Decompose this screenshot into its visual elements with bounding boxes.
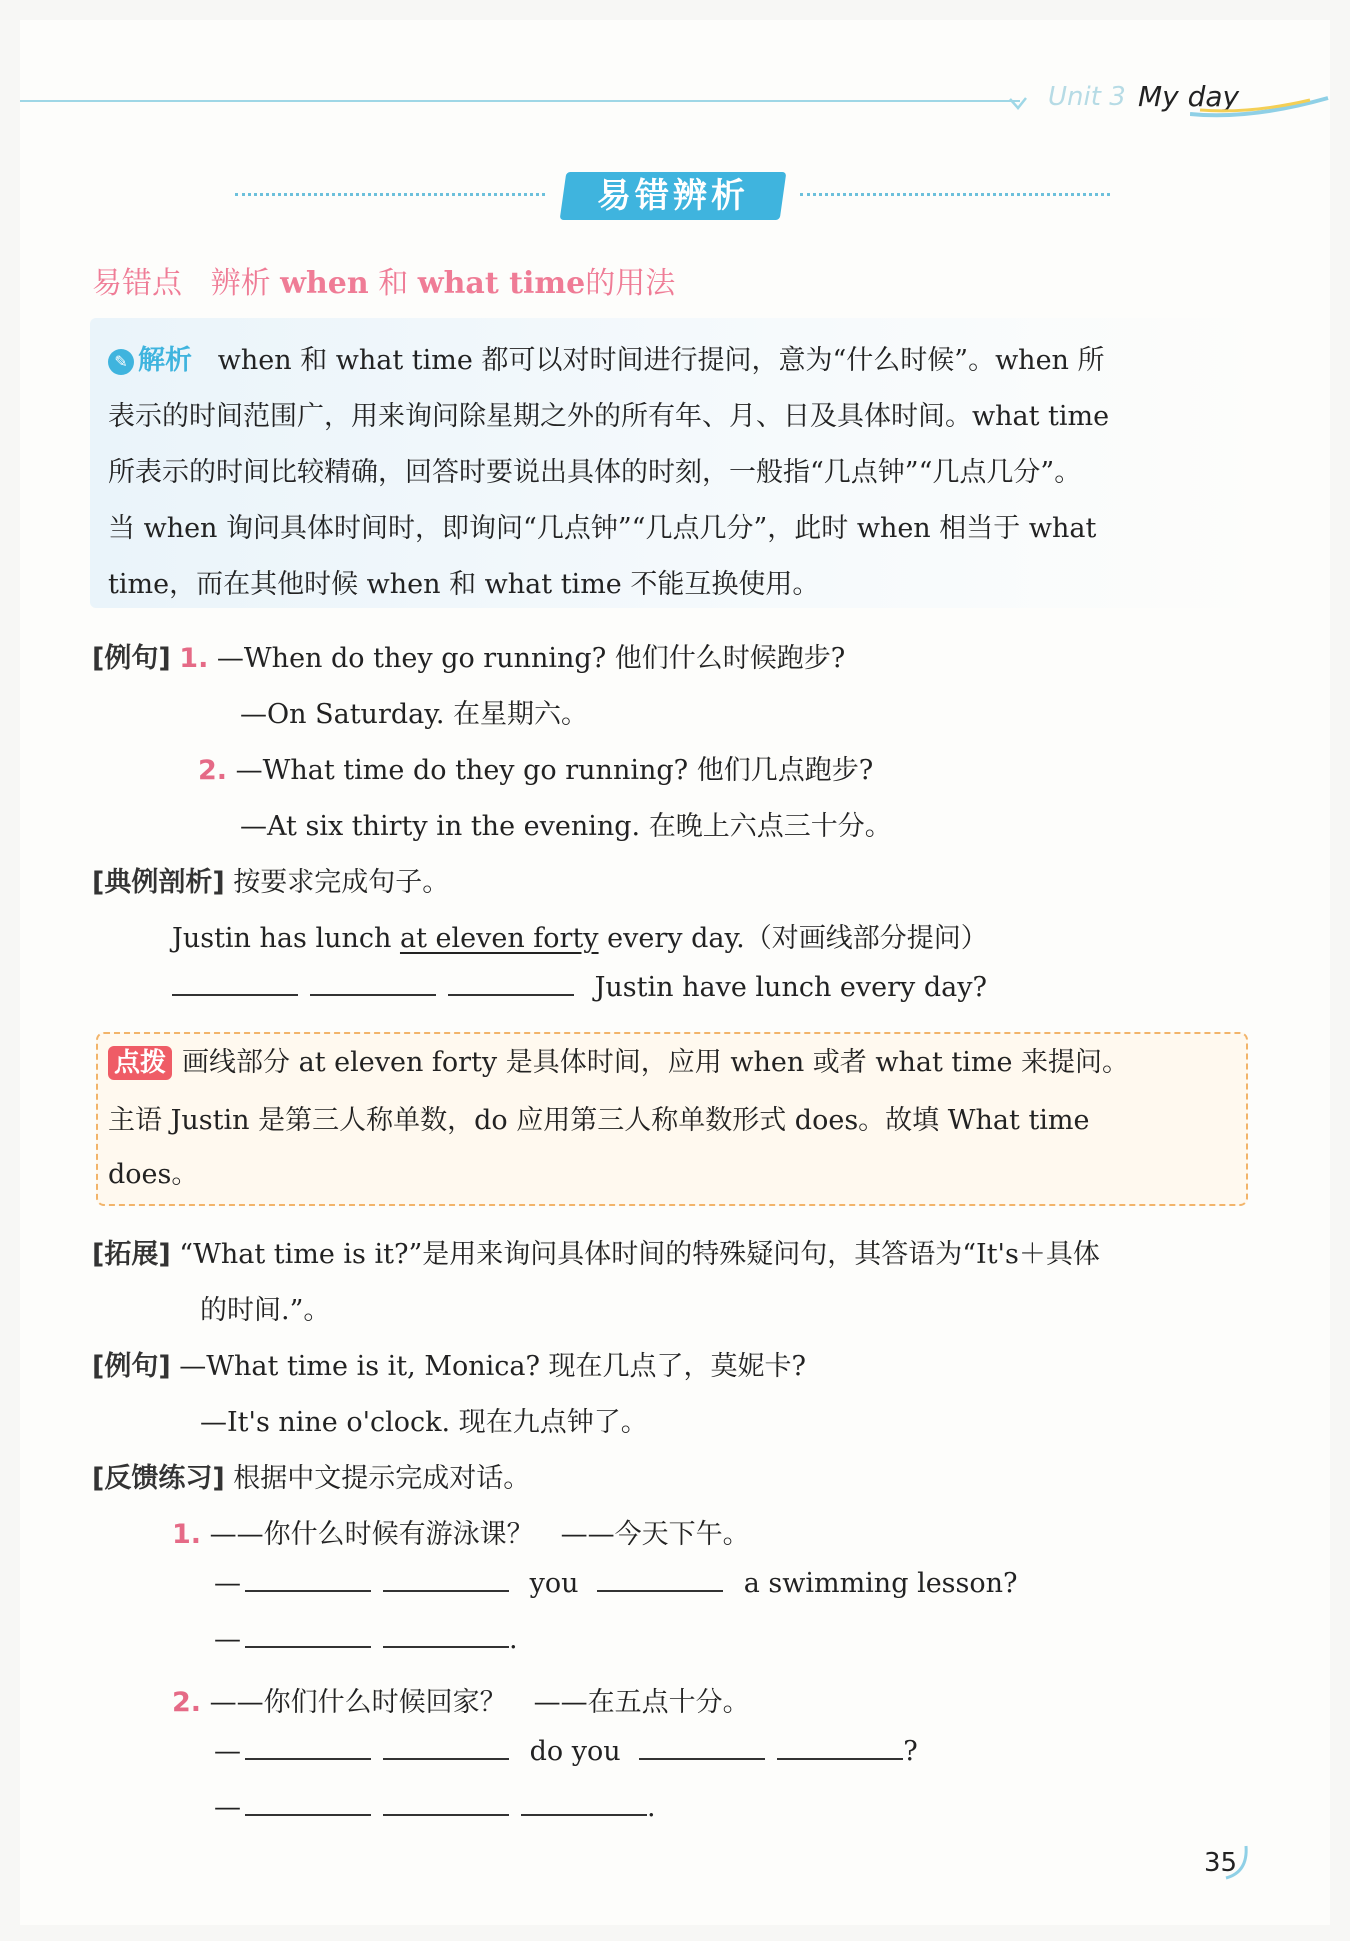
answer-blank[interactable] <box>639 1754 765 1760</box>
answer-blank[interactable] <box>448 990 574 996</box>
tip-badge: 点拨 <box>108 1046 172 1080</box>
feedback-1-prompt-text: ——你什么时候有游泳课？ ——今天下午。 <box>209 1519 750 1550</box>
unit-title: My day <box>1138 80 1240 113</box>
tip-line-3: does。 <box>108 1159 199 1190</box>
feedback-2-end: . <box>647 1792 656 1823</box>
example-2-answer: —At six thirty in the evening. 在晚上六点三十分。 <box>240 811 892 842</box>
feedback-tag: [反馈练习] <box>92 1463 225 1494</box>
example-2-q-text: —What time do they go running? 他们几点跑步? <box>235 755 874 786</box>
example-3-question <box>92 1344 806 1383</box>
answer-blank[interactable] <box>310 990 436 996</box>
answer-blank[interactable] <box>245 1810 371 1816</box>
example-2-question <box>198 748 873 787</box>
answer-blank[interactable] <box>383 1754 509 1760</box>
typical-heading <box>92 860 449 899</box>
analysis-text: when 和 what time 都可以对时间进行提问，意为“什么时候”。when 所 <box>217 345 1105 376</box>
error-point-text-2: 和 <box>378 266 409 301</box>
header-check-icon <box>1008 96 1028 110</box>
tip-line-1 <box>108 1040 1129 1080</box>
typical-sentence-post: every day.（对画线部分提问） <box>598 923 988 954</box>
example-2-number: 2. <box>198 755 228 786</box>
error-point-text-3: 的用法 <box>585 266 676 301</box>
typical-sentence <box>172 916 988 955</box>
answer-blank[interactable] <box>245 1642 371 1648</box>
feedback-1-tail: a swimming lesson? <box>743 1568 1018 1599</box>
page-number-arc-icon <box>1222 1842 1252 1882</box>
feedback-2-line-2: — . <box>214 1792 656 1823</box>
page-number: 35 <box>1204 1848 1238 1878</box>
error-point-label: 易错点 <box>92 266 182 301</box>
answer-blank[interactable] <box>383 1586 509 1592</box>
section-banner: 易错辨析 <box>597 176 749 216</box>
extension-line-1 <box>92 1232 1100 1271</box>
extension-tag: [拓展] <box>92 1239 171 1270</box>
feedback-heading <box>92 1456 530 1495</box>
error-point-when: when <box>280 266 369 301</box>
header-rule <box>20 100 1020 102</box>
example2-tag: [例句] <box>92 1351 171 1382</box>
feedback-2-tail: ? <box>903 1736 918 1767</box>
answer-blank[interactable] <box>383 1642 509 1648</box>
feedback-2-number: 2. <box>172 1687 202 1718</box>
typical-answer-tail: Justin have lunch every day? <box>594 972 987 1003</box>
answer-blank[interactable] <box>777 1754 903 1760</box>
example-3-answer: —It's nine o'clock. 现在九点钟了。 <box>200 1407 648 1438</box>
typical-answer-line <box>172 972 987 1003</box>
banner-dots-left <box>235 193 545 196</box>
analysis-line-2: 表示的时间范围广，用来询问除星期之外的所有年、月、日及具体时间。what time <box>108 401 1110 432</box>
analysis-label: 解析 <box>138 345 192 376</box>
feedback-2-prompt <box>172 1680 750 1719</box>
answer-blank[interactable] <box>172 990 298 996</box>
typical-sentence-pre: Justin has lunch <box>172 923 400 954</box>
feedback-instruction: 根据中文提示完成对话。 <box>233 1463 531 1494</box>
feedback-2-prompt-text: ——你们什么时候回家？ ——在五点十分。 <box>209 1687 750 1718</box>
answer-blank[interactable] <box>245 1754 371 1760</box>
unit-label: Unit 3 <box>1048 82 1126 112</box>
extension-line-2: 的时间.”。 <box>200 1295 331 1326</box>
swoosh-icon <box>1190 94 1330 124</box>
analysis-line-5: time，而在其他时候 when 和 what time 不能互换使用。 <box>108 569 820 600</box>
feedback-2-line-1: — do you ? <box>214 1736 918 1767</box>
feedback-1-line-2: — . <box>214 1624 518 1655</box>
example-1-question <box>92 636 845 675</box>
error-point-title <box>92 258 675 302</box>
example-1-number: 1. <box>179 643 209 674</box>
feedback-2-word: do you <box>529 1736 621 1767</box>
feedback-1-prompt <box>172 1512 750 1551</box>
extension-text-1: “What time is it?”是用来询问具体时间的特殊疑问句，其答语为“It's＋具体 <box>179 1239 1100 1270</box>
answer-blank[interactable] <box>245 1586 371 1592</box>
example-3-q-text: —What time is it, Monica? 现在几点了，莫妮卡? <box>179 1351 807 1382</box>
tip-line-2: 主语 Justin 是第三人称单数，do 应用第三人称单数形式 does。故填 What time <box>108 1105 1090 1136</box>
answer-blank[interactable] <box>521 1810 647 1816</box>
banner-dots-right <box>800 193 1110 196</box>
feedback-1-word: you <box>529 1568 579 1599</box>
error-point-text-1: 辨析 <box>210 266 271 301</box>
answer-blank[interactable] <box>597 1586 723 1592</box>
feedback-1-end: . <box>509 1624 518 1655</box>
pencil-icon: ✎ <box>108 349 134 375</box>
analysis-line-4: 当 when 询问具体时间时，即询问“几点钟”“几点几分”，此时 when 相当于 what <box>108 513 1097 544</box>
typical-tag: [典例剖析] <box>92 867 225 898</box>
typical-instruction: 按要求完成句子。 <box>233 867 450 898</box>
error-point-what-time: what time <box>417 266 586 301</box>
analysis-line-3: 所表示的时间比较精确，回答时要说出具体的时刻，一般指“几点钟”“几点几分”。 <box>108 457 1082 488</box>
example-1-q-text: —When do they go running? 他们什么时候跑步? <box>216 643 846 674</box>
typical-underlined: at eleven forty <box>399 923 599 954</box>
example-1-answer: —On Saturday. 在星期六。 <box>240 699 589 730</box>
analysis-line-1 <box>108 338 1105 377</box>
feedback-1-line-1: — you a swimming lesson? <box>214 1568 1018 1599</box>
example-tag: [例句] <box>92 643 171 674</box>
answer-blank[interactable] <box>383 1810 509 1816</box>
feedback-1-number: 1. <box>172 1519 202 1550</box>
tip-text: 画线部分 at eleven forty 是具体时间，应用 when 或者 what time 来提问。 <box>182 1047 1130 1078</box>
